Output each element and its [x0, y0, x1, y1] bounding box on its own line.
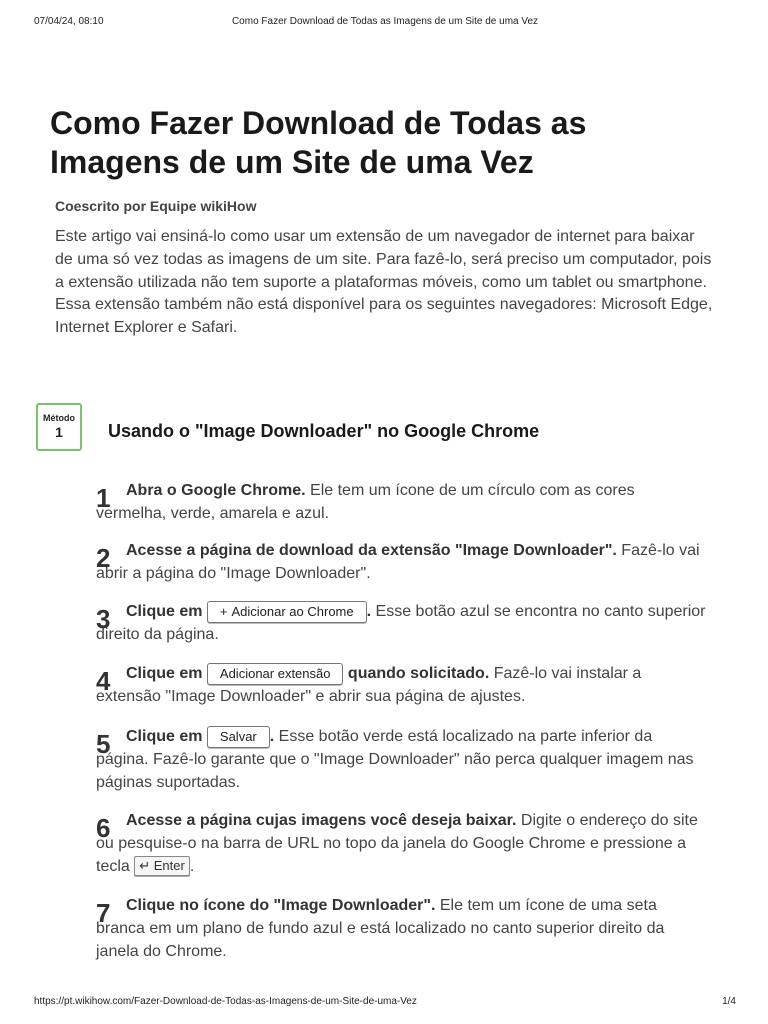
author-byline: Coescrito por Equipe wikiHow — [55, 198, 257, 214]
step-text — [96, 540, 706, 586]
step-bold-suffix: . — [269, 728, 275, 746]
method-label: Método — [43, 413, 75, 423]
step-number: 5 — [96, 729, 111, 759]
step-text — [96, 480, 706, 526]
step-number: 7 — [96, 898, 111, 928]
intro-paragraph: Este artigo vai ensiná-lo como usar um extensão de um navegador de internet para baixar de uma só vez todas as imagens de um site. Para fazê-lo, será preciso um computador, pois a extensão utilizada não tem suporte a plataformas móveis, como um tablet ou smartphone. Essa extensão também não está disponível para os seguintes navegadores: Microsoft Edge, Internet Explorer e Safari. — [55, 228, 713, 337]
button-label: Adicionar ao Chrome — [231, 604, 354, 619]
button-label: Salvar — [219, 729, 257, 744]
step-number: 4 — [96, 666, 111, 696]
step-bold-text: Acesse a página cujas imagens você deseja baixar. — [126, 812, 517, 829]
print-date: 07/04/24, 08:10 — [34, 16, 104, 27]
print-document-title: Como Fazer Download de Todas as Imagens de um Site de uma Vez — [231, 16, 539, 27]
step-description: Ele tem um ícone de uma seta branca em um plano de fundo azul e está localizado no canto superior direito da janela do Chrome. — [96, 897, 665, 960]
step-bold-text: Clique em — [126, 603, 207, 621]
step-bold-text: Clique em — [126, 665, 207, 683]
step-bold-text: Acesse a página de download da extensão "Image Downloader". — [126, 542, 617, 559]
step-text — [96, 601, 706, 647]
step-bold-suffix: quando solicitado. — [343, 665, 490, 683]
step-1 — [96, 480, 706, 526]
save-button — [207, 726, 270, 748]
step-number: 1 — [96, 483, 111, 513]
step-description: Ele tem um ícone de um círculo com as cores vermelha, verde, amarela e azul. — [96, 482, 635, 522]
step-description: Fazê-lo vai instalar a extensão "Image Downloader" e abrir sua página de ajustes. — [96, 665, 642, 706]
page-title: Como Fazer Download de Todas as Imagens de um Site de uma Vez — [50, 105, 587, 180]
step-7 — [96, 895, 706, 963]
step-text — [96, 663, 706, 709]
step-bold-suffix: . — [366, 603, 372, 621]
step-text — [96, 895, 706, 963]
step-6 — [96, 810, 706, 878]
step-bold-text: Abra o Google Chrome. — [126, 482, 306, 499]
add-to-chrome-button — [207, 601, 367, 623]
step-bold-text: Clique no ícone do "Image Downloader". — [126, 897, 436, 914]
print-footer — [34, 996, 736, 1010]
step-5 — [96, 726, 706, 795]
button-label: Adicionar extensão — [219, 666, 331, 681]
enter-key: ↵ Enter — [134, 856, 190, 876]
add-extension-button — [207, 663, 344, 685]
step-text — [96, 726, 706, 795]
step-description: Esse botão azul se encontra no canto superior direito da página. — [96, 603, 706, 644]
step-number: 2 — [96, 543, 111, 573]
plus-icon: + — [219, 604, 228, 619]
step-4 — [96, 663, 706, 709]
step-number: 3 — [96, 604, 111, 634]
method-number: 1 — [55, 424, 63, 440]
print-header — [34, 16, 736, 30]
step-description-end: . — [189, 857, 195, 875]
step-3 — [96, 601, 706, 647]
method-title: Usando o "Image Downloader" no Google Chrome — [108, 421, 540, 441]
step-bold-text: Clique em — [126, 728, 207, 746]
page-url: https://pt.wikihow.com/Fazer-Download-de-Todas-as-Imagens-de-um-Site-de-uma-Vez — [34, 996, 417, 1007]
step-2 — [96, 540, 706, 586]
step-description: Esse botão verde está localizado na parte inferior da página. Fazê-lo garante que o "Image Downloader" não perca qualquer imagem nas páginas suportadas. — [96, 728, 694, 791]
step-description: Fazê-lo vai abrir a página do "Image Downloader". — [96, 542, 700, 582]
page-number: 1/4 — [722, 996, 736, 1007]
method-badge — [36, 403, 82, 451]
step-number: 6 — [96, 813, 111, 843]
step-text — [96, 810, 706, 878]
step-description: Digite o endereço do site ou pesquise-o na barra de URL no topo da janela do Google Chrome e pressione a tecla — [96, 812, 698, 875]
